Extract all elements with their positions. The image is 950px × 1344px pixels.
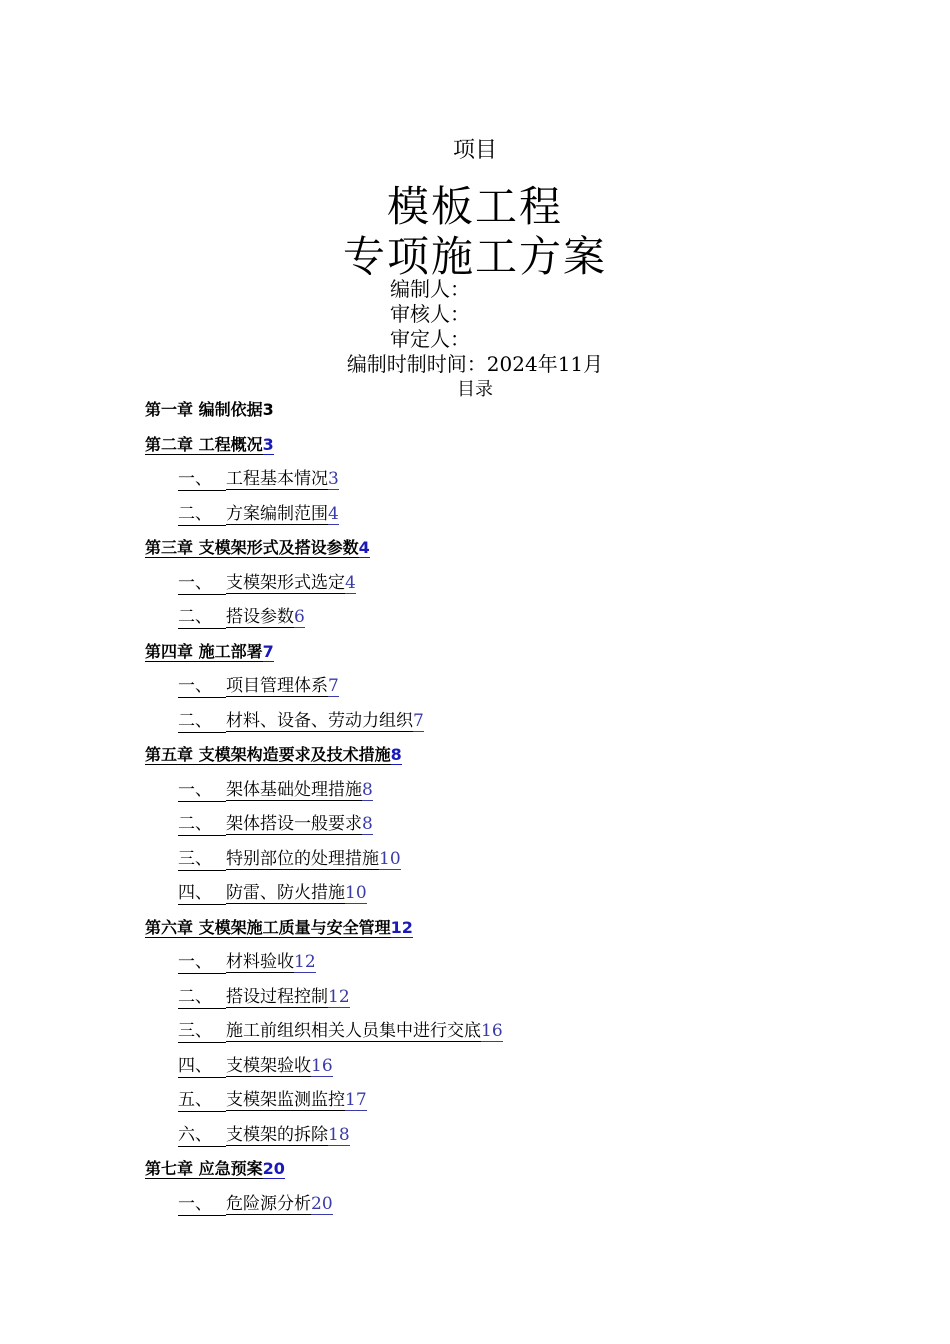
- toc-entry-number: 三、: [178, 848, 226, 871]
- toc-section-entry[interactable]: [178, 468, 339, 491]
- toc-entry-page-link[interactable]: 4: [345, 572, 356, 593]
- toc-entry-label: 第一章 编制依据: [145, 400, 263, 419]
- toc-entry-label: 第六章 支模架施工质量与安全管理: [145, 917, 391, 937]
- toc-chapter-entry[interactable]: [145, 744, 402, 766]
- toc-entry-page-link[interactable]: 18: [328, 1124, 350, 1145]
- toc-section-entry[interactable]: [178, 1193, 333, 1216]
- toc-entry-page-link[interactable]: 7: [413, 710, 424, 731]
- toc-section-entry[interactable]: [178, 1124, 350, 1147]
- toc-entry-number: 一、: [178, 1193, 226, 1216]
- toc-entry-page-link[interactable]: 6: [294, 607, 305, 627]
- toc-section-entry[interactable]: [178, 606, 305, 629]
- toc-entry-page-link[interactable]: 12: [390, 917, 413, 937]
- toc-entry-page-link[interactable]: 10: [379, 848, 401, 869]
- toc-entry-label: 第二章 工程概况: [145, 434, 263, 454]
- toc-entry-page-link[interactable]: 7: [262, 641, 274, 661]
- toc-entry-page-link[interactable]: 8: [362, 814, 373, 834]
- toc-entry-label: 工程基本情况: [226, 469, 328, 489]
- toc-entry-number: 一、: [178, 675, 226, 698]
- toc-section-entry[interactable]: [178, 951, 316, 974]
- toc-section-entry[interactable]: [178, 882, 367, 905]
- toc-entry-number: 三、: [178, 1020, 226, 1043]
- toc-entry-number: 一、: [178, 572, 226, 595]
- project-label: 项目: [452, 138, 497, 163]
- document-title-line1: 模板工程: [386, 182, 563, 231]
- toc-entry-page-link[interactable]: 16: [311, 1055, 333, 1076]
- toc-entry-label: 项目管理体系: [226, 676, 328, 696]
- toc-entry-label: 支模架验收: [226, 1055, 311, 1076]
- approver-field: 审定人：: [390, 327, 470, 351]
- toc-entry-number: 五、: [178, 1089, 226, 1112]
- toc-chapter-entry[interactable]: [145, 1158, 285, 1180]
- toc-chapter-entry[interactable]: [145, 641, 274, 663]
- toc-entry-number: 二、: [178, 606, 226, 629]
- toc-entry-label: 架体基础处理措施: [226, 779, 362, 800]
- toc-entry-label: 搭设参数: [226, 607, 294, 627]
- toc-section-entry[interactable]: [178, 1055, 333, 1078]
- toc-entry-number: 四、: [178, 1055, 226, 1078]
- toc-entry-page-link[interactable]: 10: [345, 883, 367, 903]
- toc-entry-number: 一、: [178, 951, 226, 974]
- toc-entry-label: 材料验收: [226, 952, 294, 972]
- toc-entry-label: 防雷、防火措施: [226, 883, 345, 903]
- toc-entry-label: 支模架监测监控: [226, 1090, 345, 1110]
- toc-entry-number: 一、: [178, 779, 226, 802]
- reviewer-field: 审核人：: [390, 302, 470, 326]
- toc-entry-page-link[interactable]: 3: [262, 434, 274, 454]
- toc-entry-page-link[interactable]: 12: [328, 986, 350, 1007]
- toc-entry-page-link[interactable]: 3: [262, 400, 274, 419]
- toc-entry-label: 搭设过程控制: [226, 986, 328, 1007]
- toc-chapter-entry[interactable]: [145, 399, 274, 421]
- toc-section-entry[interactable]: [178, 813, 373, 836]
- toc-entry-number: 二、: [178, 710, 226, 733]
- toc-chapter-entry[interactable]: [145, 434, 274, 456]
- toc-entry-number: 六、: [178, 1124, 226, 1147]
- toc-entry-label: 第三章 支模架形式及搭设参数: [145, 538, 359, 557]
- toc-entry-page-link[interactable]: 12: [294, 952, 316, 972]
- toc-chapter-entry[interactable]: [145, 537, 370, 559]
- toc-entry-page-link[interactable]: 3: [328, 469, 339, 489]
- toc-entry-label: 架体搭设一般要求: [226, 814, 362, 834]
- toc-section-entry[interactable]: [178, 675, 339, 698]
- toc-entry-page-link[interactable]: 16: [481, 1021, 503, 1041]
- toc-entry-page-link[interactable]: 20: [311, 1193, 333, 1214]
- toc-section-entry[interactable]: [178, 779, 373, 802]
- compiler-field: 编制人：: [390, 277, 470, 301]
- toc-entry-label: 特别部位的处理措施: [226, 848, 379, 869]
- toc-entry-label: 方案编制范围: [226, 503, 328, 524]
- toc-entry-page-link[interactable]: 20: [262, 1159, 285, 1178]
- toc-entry-page-link[interactable]: 17: [345, 1090, 367, 1110]
- document-title-line2: 专项施工方案: [342, 232, 607, 281]
- toc-heading: 目录: [457, 379, 493, 400]
- toc-section-entry[interactable]: [178, 503, 339, 526]
- toc-entry-label: 支模架形式选定: [226, 572, 345, 593]
- toc-section-entry[interactable]: [178, 986, 350, 1009]
- toc-entry-label: 危险源分析: [226, 1193, 311, 1214]
- toc-entry-label: 第七章 应急预案: [145, 1159, 263, 1178]
- toc-section-entry[interactable]: [178, 848, 401, 871]
- toc-section-entry[interactable]: [178, 572, 356, 595]
- toc-entry-label: 第四章 施工部署: [145, 641, 263, 661]
- toc-entry-number: 二、: [178, 503, 226, 526]
- toc-entry-page-link[interactable]: 4: [328, 503, 339, 524]
- toc-entry-label: 材料、设备、劳动力组织: [226, 710, 413, 731]
- toc-entry-page-link[interactable]: 7: [328, 676, 339, 696]
- toc-entry-page-link[interactable]: 8: [362, 779, 373, 800]
- toc-entry-page-link[interactable]: 8: [390, 745, 402, 764]
- toc-section-entry[interactable]: [178, 710, 424, 733]
- toc-entry-label: 支模架的拆除: [226, 1124, 328, 1145]
- toc-chapter-entry[interactable]: [145, 917, 413, 939]
- toc-entry-number: 四、: [178, 882, 226, 905]
- toc-entry-page-link[interactable]: 4: [358, 538, 370, 557]
- toc-entry-number: 二、: [178, 813, 226, 836]
- toc-entry-label: 第五章 支模架构造要求及技术措施: [145, 745, 391, 764]
- compile-date: 编制时制时间：2024年11月: [346, 352, 604, 376]
- toc-entry-label: 施工前组织相关人员集中进行交底: [226, 1021, 481, 1041]
- toc-entry-number: 一、: [178, 468, 226, 491]
- toc-section-entry[interactable]: [178, 1089, 367, 1112]
- toc-section-entry[interactable]: [178, 1020, 503, 1043]
- toc-entry-number: 二、: [178, 986, 226, 1009]
